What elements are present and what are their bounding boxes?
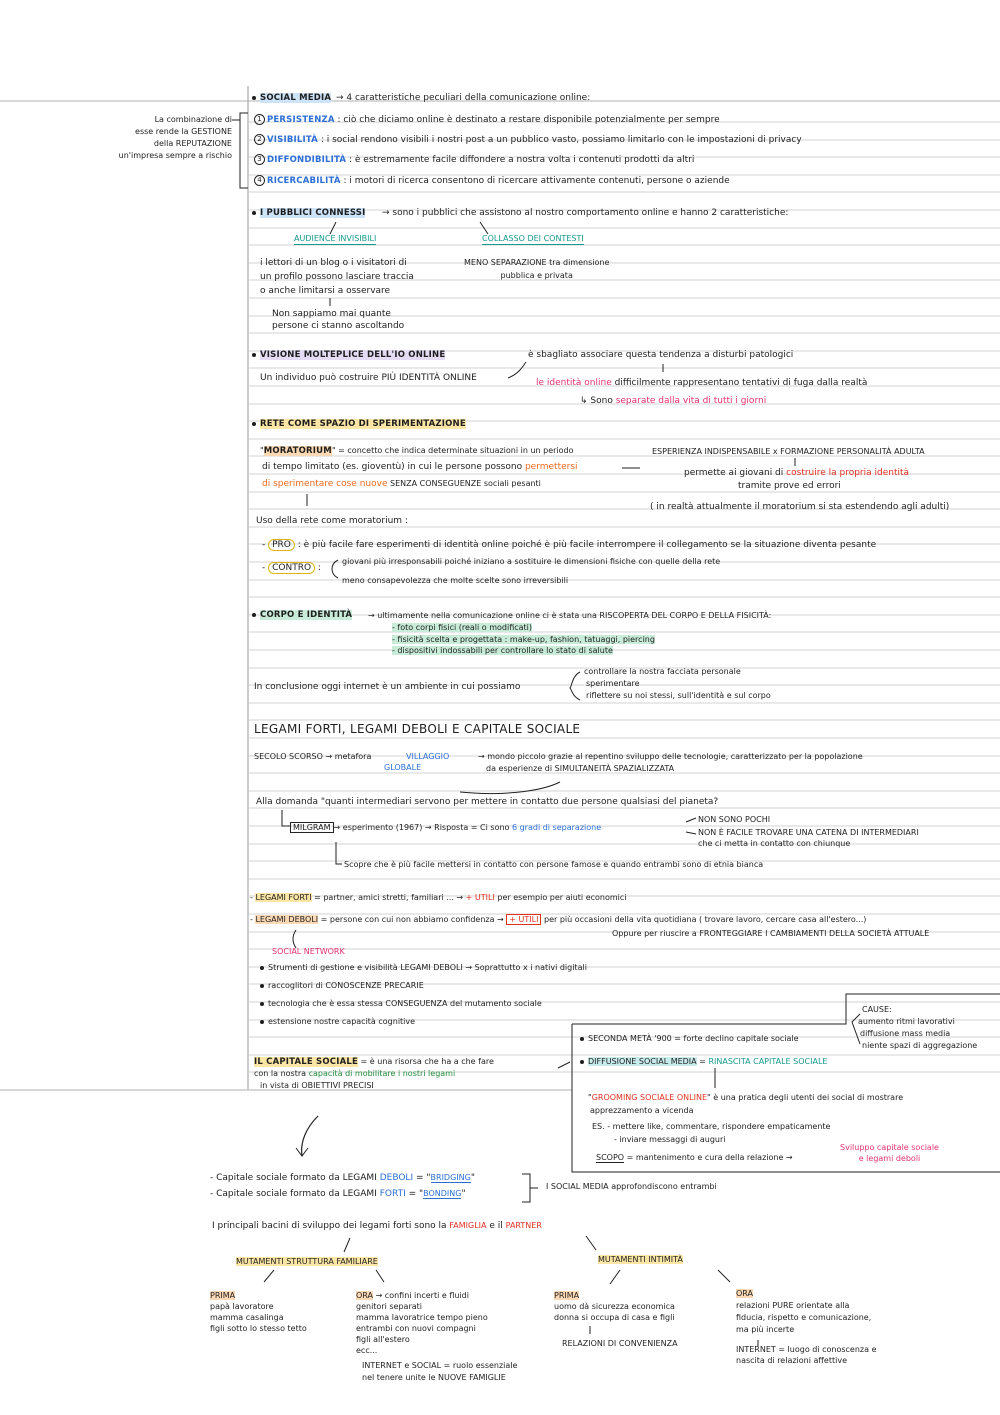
ora-intimita: ORA relazioni PURE orientate alla fiducia, rispetto e comunicazione, ma più incerte <box>736 1289 872 1334</box>
feature-persistenza: 1 PERSISTENZA : ciò che diciamo online è destinato a restare disponibile potenzialmente per sempre <box>254 114 720 126</box>
feature-ricercabilita: 4 RICERCABILITÀ : i motori di ricerca consentono di ricercare attivamente contenuti, persone o aziende <box>254 175 730 187</box>
milgram-line: MILGRAM → esperimento (1967) → Risposta = Ci sono 6 gradi di separazione <box>290 822 601 833</box>
bullet-dot <box>580 1060 584 1064</box>
mondo-piccolo-1: → mondo piccolo grazie al repentino sviluppo delle tecnologie, caratterizzato per la popolazione <box>478 752 863 761</box>
approfondiscono: I SOCIAL MEDIA approfondiscono entrambi <box>546 1182 717 1191</box>
sn-item-1: Strumenti di gestione e visibilità LEGAMI DEBOLI → Soprattutto x i nativi digitali <box>260 962 587 973</box>
pubblici-heading: I PUBBLICI CONNESSI <box>252 208 365 219</box>
villaggio: VILLAGGIO <box>406 752 450 761</box>
bullet-dot <box>260 1020 264 1024</box>
es-line-1: ES. - mettere like, commentare, rispondere empaticamente <box>592 1122 831 1131</box>
bullet-dot <box>260 984 264 988</box>
visione-heading: VISIONE MOLTEPLICE DELL'IO ONLINE <box>252 350 445 361</box>
social-media-intro: → 4 caratteristiche peculiari della comunicazione online: <box>336 93 591 103</box>
intimita-heading: MUTAMENTI INTIMITÀ <box>598 1255 683 1264</box>
grooming-line-1: "GROOMING SOCIALE ONLINE" è una pratica degli utenti dei social di mostrare <box>588 1093 904 1102</box>
audience-invisibili: AUDIENCE INVISIBILI <box>294 234 377 243</box>
capitale-def-3: in vista di OBIETTIVI PRECISI <box>260 1081 374 1090</box>
cause-item-2: diffusione mass media <box>860 1029 951 1038</box>
relazioni-convenienza: RELAZIONI DI CONVENIENZA <box>562 1339 678 1348</box>
moratorium-definition-2: di tempo limitato (es. gioventù) in cui le persone possono permettersi <box>262 462 578 472</box>
conclusion-item-2: sperimentare <box>586 679 640 688</box>
rete-right-2: permette ai giovani di costruire la propria identità <box>684 468 910 478</box>
visione-right-3: ↳ Sono separate dalla vita di tutti i giorni <box>580 396 767 406</box>
contro-item-2: meno consapevolezza che molte scelte sono irreversibili <box>342 576 569 585</box>
conclusion-line: In conclusione oggi internet è un ambiente in cui possiamo <box>254 682 521 692</box>
rete-heading: RETE COME SPAZIO DI SPERIMENTAZIONE <box>252 419 466 430</box>
visione-line: Un individuo può costruire PIÙ IDENTITÀ ONLINE <box>260 373 477 383</box>
es-line-2: - inviare messaggi di auguri <box>614 1135 726 1144</box>
capitale-def-1: IL CAPITALE SOCIALE = è una risorsa che ha a che fare <box>254 1057 494 1067</box>
audience-description: i lettori di un blog o i visitatori di un profilo possono lasciare traccia o anche limitarsi a osservare <box>260 258 414 296</box>
secolo-scorso: SECOLO SCORSO → metafora <box>254 752 372 761</box>
bullet-dot <box>252 353 256 357</box>
non-sono-pochi: NON SONO POCHI <box>698 815 771 824</box>
capitale-def-2: con la nostra capacità di mobilitare i nostri legami <box>254 1069 456 1078</box>
legami-deboli-line: - LEGAMI DEBOLI = persone con cui non abbiamo confidenza → + UTILI per più occasioni della vita quotidiana ( trovare lavoro, cercare casa all'estero...) <box>250 915 867 924</box>
conclusion-item-1: controllare la nostra facciata personale <box>584 667 741 676</box>
cause-item-3: niente spazi di aggregazione <box>862 1041 978 1050</box>
bullet-dot <box>252 96 256 100</box>
uso-rete: Uso della rete come moratorium : <box>256 516 408 526</box>
bonding-line: - Capitale sociale formato da LEGAMI FORTI = "BONDING" <box>210 1189 466 1199</box>
bridging-line: - Capitale sociale formato da LEGAMI DEBOLI = "BRIDGING" <box>210 1173 475 1183</box>
reputation-side-note: La combinazione di esse rende la GESTIONE della REPUTAZIONE un'impresa sempre a rischio <box>118 115 232 160</box>
ora-intimita-extra: INTERNET = luogo di conoscenza e nascita di relazioni affettive <box>736 1345 877 1365</box>
audience-subnote: Non sappiamo mai quante persone ci stanno ascoltando <box>272 309 405 331</box>
social-media-heading: SOCIAL MEDIA <box>252 93 331 104</box>
scopo-line: SCOPO = mantenimento e cura della relazione → <box>596 1153 793 1162</box>
collasso-description: MENO SEPARAZIONE tra dimensione pubblica e privata <box>464 258 610 280</box>
mondo-piccolo-2: da esperienze di SIMULTANEITÀ SPAZIALIZZATA <box>486 764 675 773</box>
corpo-heading: CORPO E IDENTITÀ <box>252 610 352 621</box>
conclusion-item-3: riflettere su noi stessi, sull'identità e sul corpo <box>586 691 771 700</box>
bullet-dot <box>252 211 256 215</box>
moratorium-definition-1: "MORATORIUM" = concetto che indica determinate situazioni in un periodo <box>260 446 574 456</box>
bullet-dot <box>580 1037 584 1041</box>
legami-title: LEGAMI FORTI, LEGAMI DEBOLI E CAPITALE SOCIALE <box>254 722 581 736</box>
sviluppo-note: Sviluppo capitale sociale e legami deboli <box>840 1143 939 1163</box>
prima-famiglia: PRIMA papà lavoratore mamma casalinga figli sotto lo stesso tetto <box>210 1291 307 1333</box>
collasso-contesti: COLLASSO DEI CONTESTI <box>482 234 584 243</box>
legami-deboli-line-2: Oppure per riuscire a FRONTEGGIARE I CAMBIAMENTI DELLA SOCIETÀ ATTUALE <box>612 929 930 938</box>
visione-right-1: è sbagliato associare questa tendenza a disturbi patologici <box>528 350 794 360</box>
bullet-dot <box>260 966 264 970</box>
ora-famiglia-extra: INTERNET e SOCIAL = ruolo essenziale nel tenere unite le NUOVE FAMIGLIE <box>362 1361 518 1382</box>
ora-famiglia: ORA → confini incerti e fluidi genitori separati mamma lavoratrice tempo pieno entrambi con nuovi compagni figli all'estero ecc... <box>356 1291 488 1355</box>
struttura-heading: MUTAMENTI STRUTTURA FAMILIARE <box>236 1257 378 1266</box>
corpo-item-2: - fisicità scelta e progettata : make-up, fashion, tatuaggi, piercing <box>392 635 655 644</box>
non-facile-1: NON È FACILE TROVARE UNA CATENA DI INTERMEDIARI <box>698 828 919 837</box>
globale: GLOBALE <box>384 763 422 772</box>
non-facile-2: che ci metta in contatto con chiunque <box>698 839 851 848</box>
sn-item-3: tecnologia che è essa stessa CONSEGUENZA del mutamento sociale <box>260 998 542 1009</box>
scopre: Scopre che è più facile mettersi in contatto con persone famose e quando entrambi sono di etnia bianca <box>344 860 764 869</box>
social-network-label: SOCIAL NETWORK <box>272 947 345 956</box>
bacini-intro: I principali bacini di sviluppo dei legami forti sono la FAMIGLIA e il PARTNER <box>212 1221 542 1231</box>
pro-line: - PRO : è più facile fare esperimenti di identità online poiché è più facile interrompere il collegamento se la situazione diventa pesante <box>262 540 877 550</box>
prima-intimita: PRIMA uomo dà sicurezza economica donna si occupa di casa e figli <box>554 1291 675 1322</box>
bullet-dot <box>252 422 256 426</box>
grooming-line-2: apprezzamento a vicenda <box>590 1106 694 1115</box>
domanda: Alla domanda "quanti intermediari servono per mettere in contatto due persone qualsiasi del pianeta? <box>256 797 719 807</box>
feature-diffondibilita: 3 DIFFONDIBILITÀ : è estremamente facile diffondere a nostra volta i contenuti prodotti da altri <box>254 154 694 166</box>
box-line-1: SECONDA METÀ '900 = forte declino capitale sociale <box>580 1033 799 1044</box>
contro-label-line: - CONTRO : <box>262 563 321 573</box>
moratorium-definition-3: di sperimentare cose nuove SENZA CONSEGUENZE sociali pesanti <box>262 479 541 489</box>
sn-item-2: raccoglitori di CONOSCENZE PRECARIE <box>260 980 424 991</box>
box-line-2: DIFFUSIONE SOCIAL MEDIA = RINASCITA CAPITALE SOCIALE <box>580 1056 827 1067</box>
rete-right-3: tramite prove ed errori <box>738 481 841 491</box>
visione-right-2: le identità online difficilmente rappresentano tentativi di fuga dalla realtà <box>536 378 868 388</box>
contro-item-1: giovani più irresponsabili poiché iniziano a sostituire le dimensioni fisiche con quelle della rete <box>342 557 721 566</box>
cause-item-1: aumento ritmi lavorativi <box>858 1017 955 1026</box>
rete-right-4: ( in realtà attualmente il moratorium si sta estendendo agli adulti) <box>650 502 950 512</box>
corpo-item-3: - dispositivi indossabili per controllare lo stato di salute <box>392 646 613 655</box>
rete-right-1: ESPERIENZA INDISPENSABILE x FORMAZIONE PERSONALITÀ ADULTA <box>652 447 925 456</box>
pubblici-intro: → sono i pubblici che assistono al nostro comportamento online e hanno 2 caratteristiche: <box>382 208 789 218</box>
cause-title: CAUSE: <box>862 1005 892 1014</box>
bullet-dot <box>252 613 256 617</box>
bullet-dot <box>260 1002 264 1006</box>
feature-visibilita: 2 VISIBILITÀ : i social rendono visibili i nostri post a un pubblico vasto, possiamo limitarlo con le impostazioni di privacy <box>254 134 802 146</box>
sn-item-4: estensione nostre capacità cognitive <box>260 1016 415 1027</box>
corpo-intro: → ultimamente nella comunicazione online ci è stata una RISCOPERTA DEL CORPO E DELLA FISICITÀ: <box>368 611 772 620</box>
legami-forti-line: - LEGAMI FORTI = partner, amici stretti, familiari ... → + UTILI per esempio per aiuti economici <box>250 893 627 902</box>
corpo-item-1: - foto corpi fisici (reali o modificati) <box>392 623 533 632</box>
